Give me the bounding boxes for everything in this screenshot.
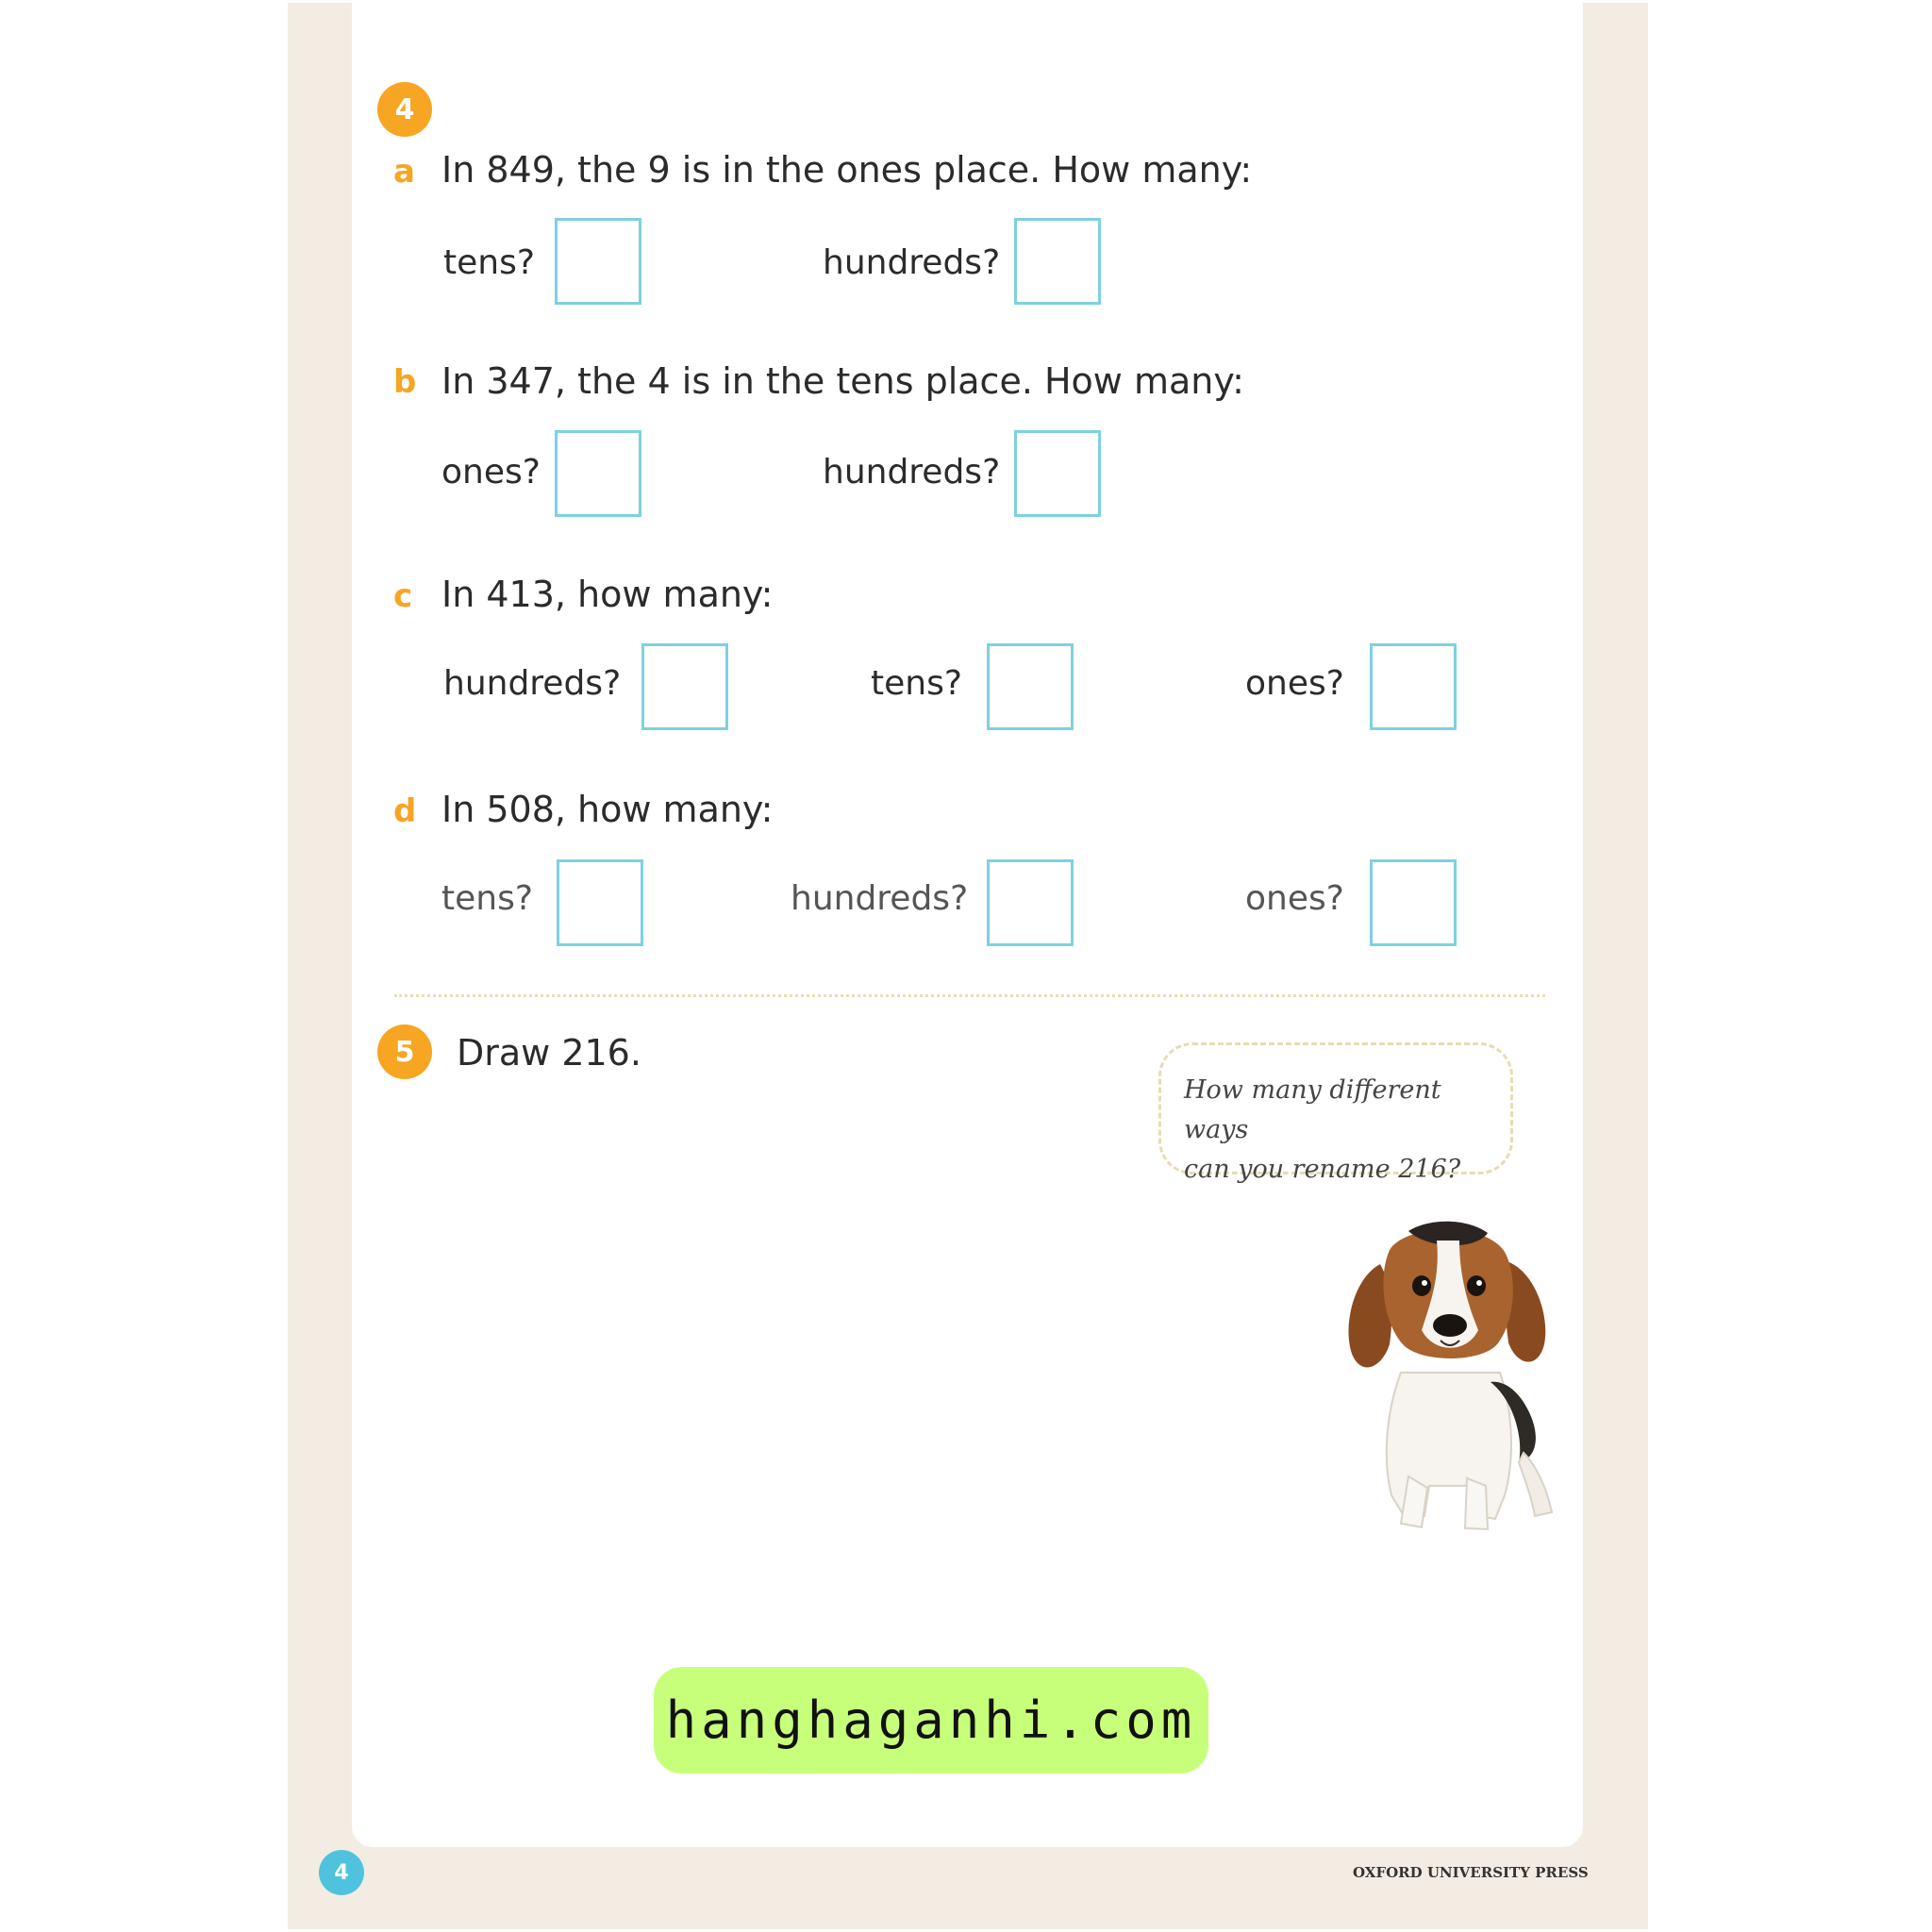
question-5-text: Draw 216.: [457, 1032, 641, 1074]
part-b-question: In 347, the 4 is in the tens place. How many:: [441, 360, 1244, 402]
speech-bubble-text: [1184, 1071, 1505, 1190]
speech-bubble-line-1: How many different ways: [1184, 1075, 1441, 1144]
part-a-label-tens: tens?: [443, 243, 535, 282]
part-b-hundreds-answer-box[interactable]: [1014, 430, 1101, 517]
part-d-letter: d: [393, 792, 417, 830]
part-d-label-ones: ones?: [1245, 879, 1344, 918]
beagle-puppy-image: [1335, 1212, 1561, 1538]
section-divider: [394, 994, 1545, 997]
part-a-label-hundreds: hundreds?: [823, 243, 1001, 282]
part-a-hundreds-answer-box[interactable]: [1014, 218, 1101, 305]
part-c-letter: c: [393, 577, 413, 615]
part-c-hundreds-answer-box[interactable]: [641, 643, 728, 730]
part-b-label-ones: ones?: [441, 453, 541, 491]
part-b-letter: b: [393, 363, 417, 401]
question-5-badge: 5: [377, 1024, 432, 1079]
part-d-ones-answer-box[interactable]: [1370, 859, 1457, 946]
part-c-question: In 413, how many:: [441, 574, 774, 615]
part-b-ones-answer-box[interactable]: [555, 430, 641, 517]
speech-bubble-line-2: can you rename 216?: [1184, 1155, 1461, 1184]
page-number-badge: 4: [319, 1850, 364, 1895]
part-b-label-hundreds: hundreds?: [823, 453, 1001, 491]
part-c-ones-answer-box[interactable]: [1370, 643, 1457, 730]
part-d-label-hundreds: hundreds?: [791, 879, 969, 918]
part-c-label-tens: tens?: [871, 664, 962, 703]
publisher-logo-text: OXFORD UNIVERSITY PRESS: [1353, 1864, 1589, 1881]
part-a-tens-answer-box[interactable]: [555, 218, 641, 305]
question-4-badge: 4: [377, 82, 432, 137]
part-d-hundreds-answer-box[interactable]: [987, 859, 1074, 946]
part-a-question: In 849, the 9 is in the ones place. How many:: [441, 149, 1253, 191]
part-d-question: In 508, how many:: [441, 789, 774, 830]
part-c-tens-answer-box[interactable]: [987, 643, 1074, 730]
part-a-letter: a: [393, 153, 415, 191]
watermark-banner: hanghaganhi.com: [654, 1667, 1208, 1774]
part-d-label-tens: tens?: [441, 879, 533, 918]
part-d-tens-answer-box[interactable]: [557, 859, 643, 946]
part-c-label-hundreds: hundreds?: [443, 664, 622, 703]
part-c-label-ones: ones?: [1245, 664, 1344, 703]
